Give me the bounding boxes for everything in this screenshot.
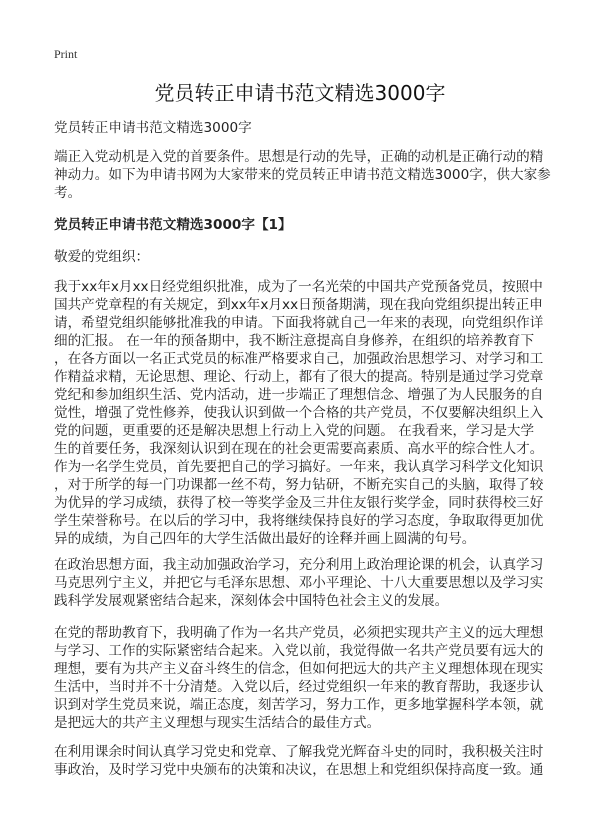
text-line: 是把远大的共产主义理想与现实生活结合的最佳方式。 [54,715,381,731]
intro-paragraph [54,148,574,202]
text-line: 我于xx年x月xx日经党组织批准，成为了一名光荣的中国共产党预备党员，按照中 [54,279,543,295]
body-paragraph-4 [54,743,574,779]
text-line: 生的首要任务，我深刻认识到在现在的社会更需要高素质、高水平的综合性人才。 [54,441,544,457]
text-line: 在党的帮助教育下，我明确了作为一名共产党员，必须把实现共产主义的远大理想 [54,625,544,641]
text-line: 学生荣誉称号。在以后的学习中，我将继续保持良好的学习态度，争取取得更加优 [54,513,544,529]
text-line: 践科学发展观紧密结合起来，深刻体会中国特色社会主义的发展。 [54,593,449,609]
text-line: 考。 [54,185,82,201]
text-line: 异的成绩，为自己四年的大学生活做出最好的诠释并画上圆满的句号。 [54,531,476,547]
text-line: 端正入党动机是入党的首要条件。思想是行动的先导，正确的动机是正确行动的精 [54,149,544,165]
text-line: 国共产党章程的有关规定，到xx年x月xx日预备期满，现在我向党组织提出转正申 [54,297,543,313]
text-line: 党纪和参加组织生活、党内活动，进一步端正了理想信念、增强了为人民服务的自 [54,387,544,403]
text-line: 在政治思想方面，我主动加强政治学习，充分利用上政治理论课的机会，认真学习 [54,557,544,573]
text-line: 觉性，增强了党性修养，使我认识到做一个合格的共产党员，不仅要解决组织上入 [54,405,544,421]
greeting: 敬爱的党组织： [54,249,150,265]
text-line: 作精益求精，无论思想、理论、行动上，都有了很大的提高。特别是通过学习党章 [54,369,544,385]
text-line: ，在各方面以一名正式党员的标准严格要求自己，加强政治思想学习、对学习和工 [54,351,544,367]
print-label: Print [54,47,78,61]
text-line: 作为一名学生党员，首先要把自己的学习搞好。一年来，我认真学习科学文化知识 [54,459,544,475]
text-line: 识到对学生党员来说，端正态度，刻苦学习，努力工作，更多地掌握科学本领，就 [54,697,544,713]
text-line: 细的汇报。 在一年的预备期中，我不断注意提高自身修养，在组织的培养教育下 [54,333,535,349]
document-title: 党员转正申请书范文精选3000字 [154,81,446,105]
section-heading: 党员转正申请书范文精选3000字【1】 [54,217,292,233]
subtitle: 党员转正申请书范文精选3000字 [54,120,252,136]
text-line: 事政治，及时学习党中央颁布的决策和决议，在思想上和党组织保持高度一致。通 [54,762,544,778]
text-line: ，对于所学的每一门功课都一丝不苟，努力钻研，不断充实自己的头脑，取得了较 [54,477,544,493]
text-line: 马克思列宁主义，并把它与毛泽东思想、邓小平理论、十八大重要思想以及学习实 [54,575,544,591]
text-line: 生活中，当时并不十分清楚。入党以后，经过党组织一年来的教育帮助，我逐步认 [54,679,544,695]
text-line: 请，希望党组织能够批准我的申请。下面我将就自己一年来的表现，向党组织作详 [54,315,544,331]
text-line: 为优异的学习成绩，获得了校一等奖学金及三井住友银行奖学金，同时获得校三好 [54,495,544,511]
text-line: 理想，要有为共产主义奋斗终生的信念，但如何把远大的共产主义理想体现在现实 [54,661,544,677]
text-line: 党的问题，更重要的还是解决思想上行动上入党的问题。 在我看来，学习是大学 [54,423,535,439]
text-line: 在利用课余时间认真学习党史和党章、了解我党光辉奋斗史的同时，我积极关注时 [54,744,544,760]
body-paragraph-2 [54,556,574,610]
text-line: 与学习、工作的实际紧密结合起来。入党以前，我觉得做一名共产党员要有远大的 [54,643,544,659]
body-paragraph-3 [54,624,574,732]
body-paragraph-1 [54,278,574,548]
text-line: 神动力。如下为申请书网为大家带来的党员转正申请书范文精选3000字，供大家参 [54,167,551,183]
